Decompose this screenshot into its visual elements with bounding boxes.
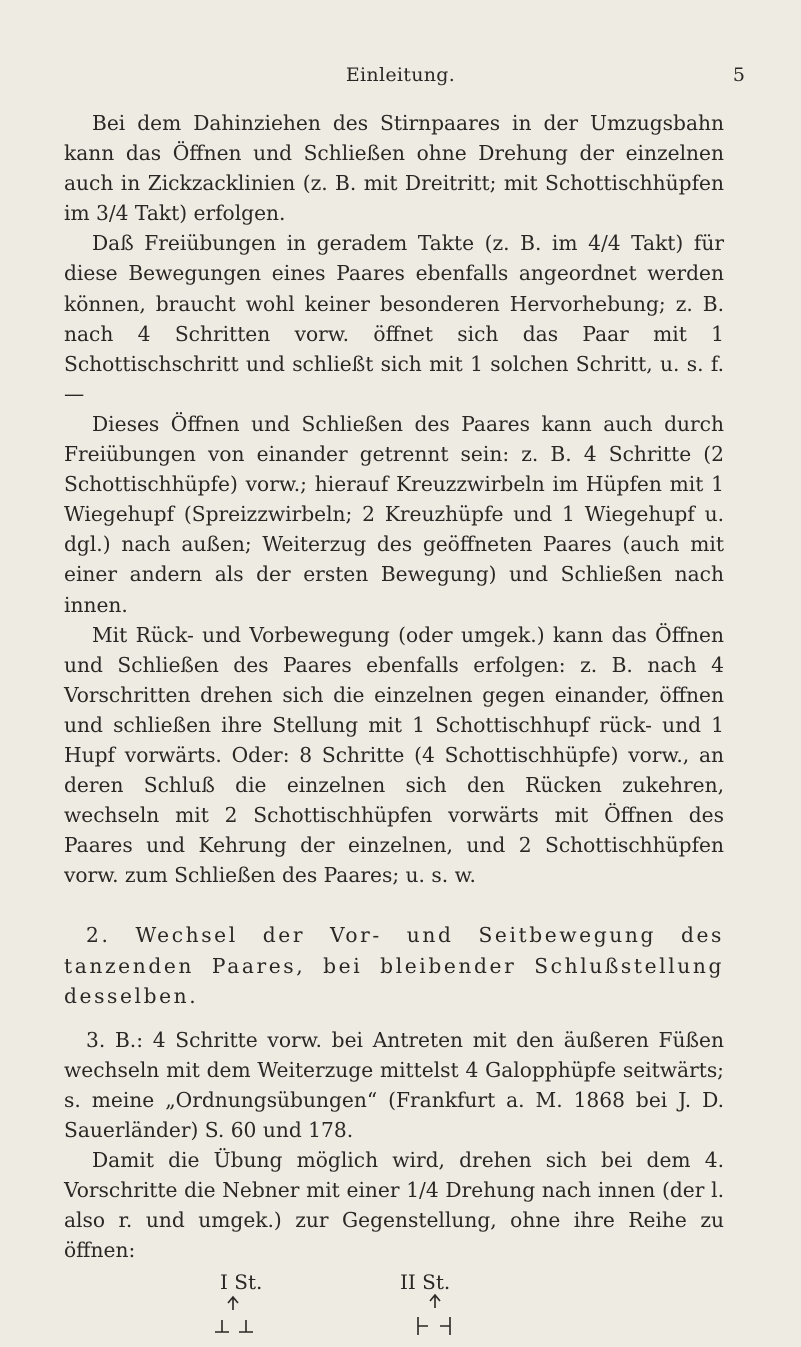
direction-arrow-icon	[428, 1293, 442, 1309]
running-head: Einleitung.	[345, 64, 456, 86]
figure-label-ii: II St.	[400, 1270, 451, 1295]
section-heading: 2. Wechsel der Vor- und Seitbewegung des tanzenden Paares, bei bleibender Schlußstellung desselben.	[64, 923, 724, 1008]
paragraph: Daß Freiübungen in geradem Takte (z. B. im 4/4 Takt) für diese Bewegungen eines Paares ebenfalls angeordnet werden können, braucht wohl keiner besonderen Hervorhebung; z. B. nach 4 Schritten vorw. öffnet sich das Paar mit 1 Schottischschritt und schließt sich mit 1 solchen Schritt, u. s. f. —	[64, 231, 724, 406]
page-header	[0, 64, 801, 94]
paragraph: Bei dem Dahinziehen des Stirnpaares in der Umzugsbahn kann das Öffnen und Schließen ohne Drehung der einzelnen auch in Zickzacklinien (z. B. mit Dreitritt; mit Schottischhüpfen im 3/4 Takt) erfolgen.	[64, 111, 724, 226]
paragraph: Dieses Öffnen und Schließen des Paares kann auch durch Freiübungen von einander getrennt sein: z. B. 4 Schritte (2 Schottischhüpfe) vorw.; hierauf Kreuzzwirbeln im Hüpfen mit 1 Wiegehupf (Spreizzwirbeln; 2 Kreuzhüpfe und 1 Wiegehupf u. dgl.) nach außen; Weiterzug des geöffneten Paares (auch mit einer andern als der ersten Bewegung) und Schließen nach innen.	[64, 411, 724, 617]
dancer-marks-facing-icon	[414, 1315, 458, 1337]
formation-diagram	[64, 1267, 724, 1347]
figure-label-i: I St.	[220, 1270, 263, 1295]
dancer-marks-forward-icon	[212, 1317, 260, 1335]
paragraph: Damit die Übung möglich wird, drehen sich bei dem 4. Vorschritte die Nebner mit einer 1/4 Drehung nach innen (der l. also r. und umgek.) zur Gegenstellung, ohne ihre Reihe zu öffnen:	[64, 1148, 724, 1263]
paragraph: 3. B.: 4 Schritte vorw. bei Antreten mit den äußeren Füßen wechseln mit dem Weiterzuge mittelst 4 Galopphüpfe seitwärts; s. meine „Ordnungsübungen“ (Frankfurt a. M. 1868 bei J. D. Sauerländer) S. 60 und 178.	[64, 1027, 724, 1142]
paragraph: Mit Rück- und Vorbewegung (oder umgek.) kann das Öffnen und Schließen des Paares ebenfalls erfolgen: z. B. nach 4 Vorschritten drehen sich die einzelnen gegen einander, öffnen und schließen ihre Stellung mit 1 Schottischhupf rück- und 1 Hupf vorwärts. Oder: 8 Schritte (4 Schottischhüpfe) vorw., an deren Schluß die einzelnen sich den Rücken zukehren, wechseln mit 2 Schottischhüpfen vorwärts mit Öffnen des Paares und Kehrung der einzelnen, und 2 Schottischhüpfen vorw. zum Schließen des Paares; u. s. w.	[64, 622, 724, 888]
body-text	[64, 108, 724, 1347]
direction-arrow-icon	[226, 1295, 240, 1311]
page-number: 5	[732, 64, 745, 86]
